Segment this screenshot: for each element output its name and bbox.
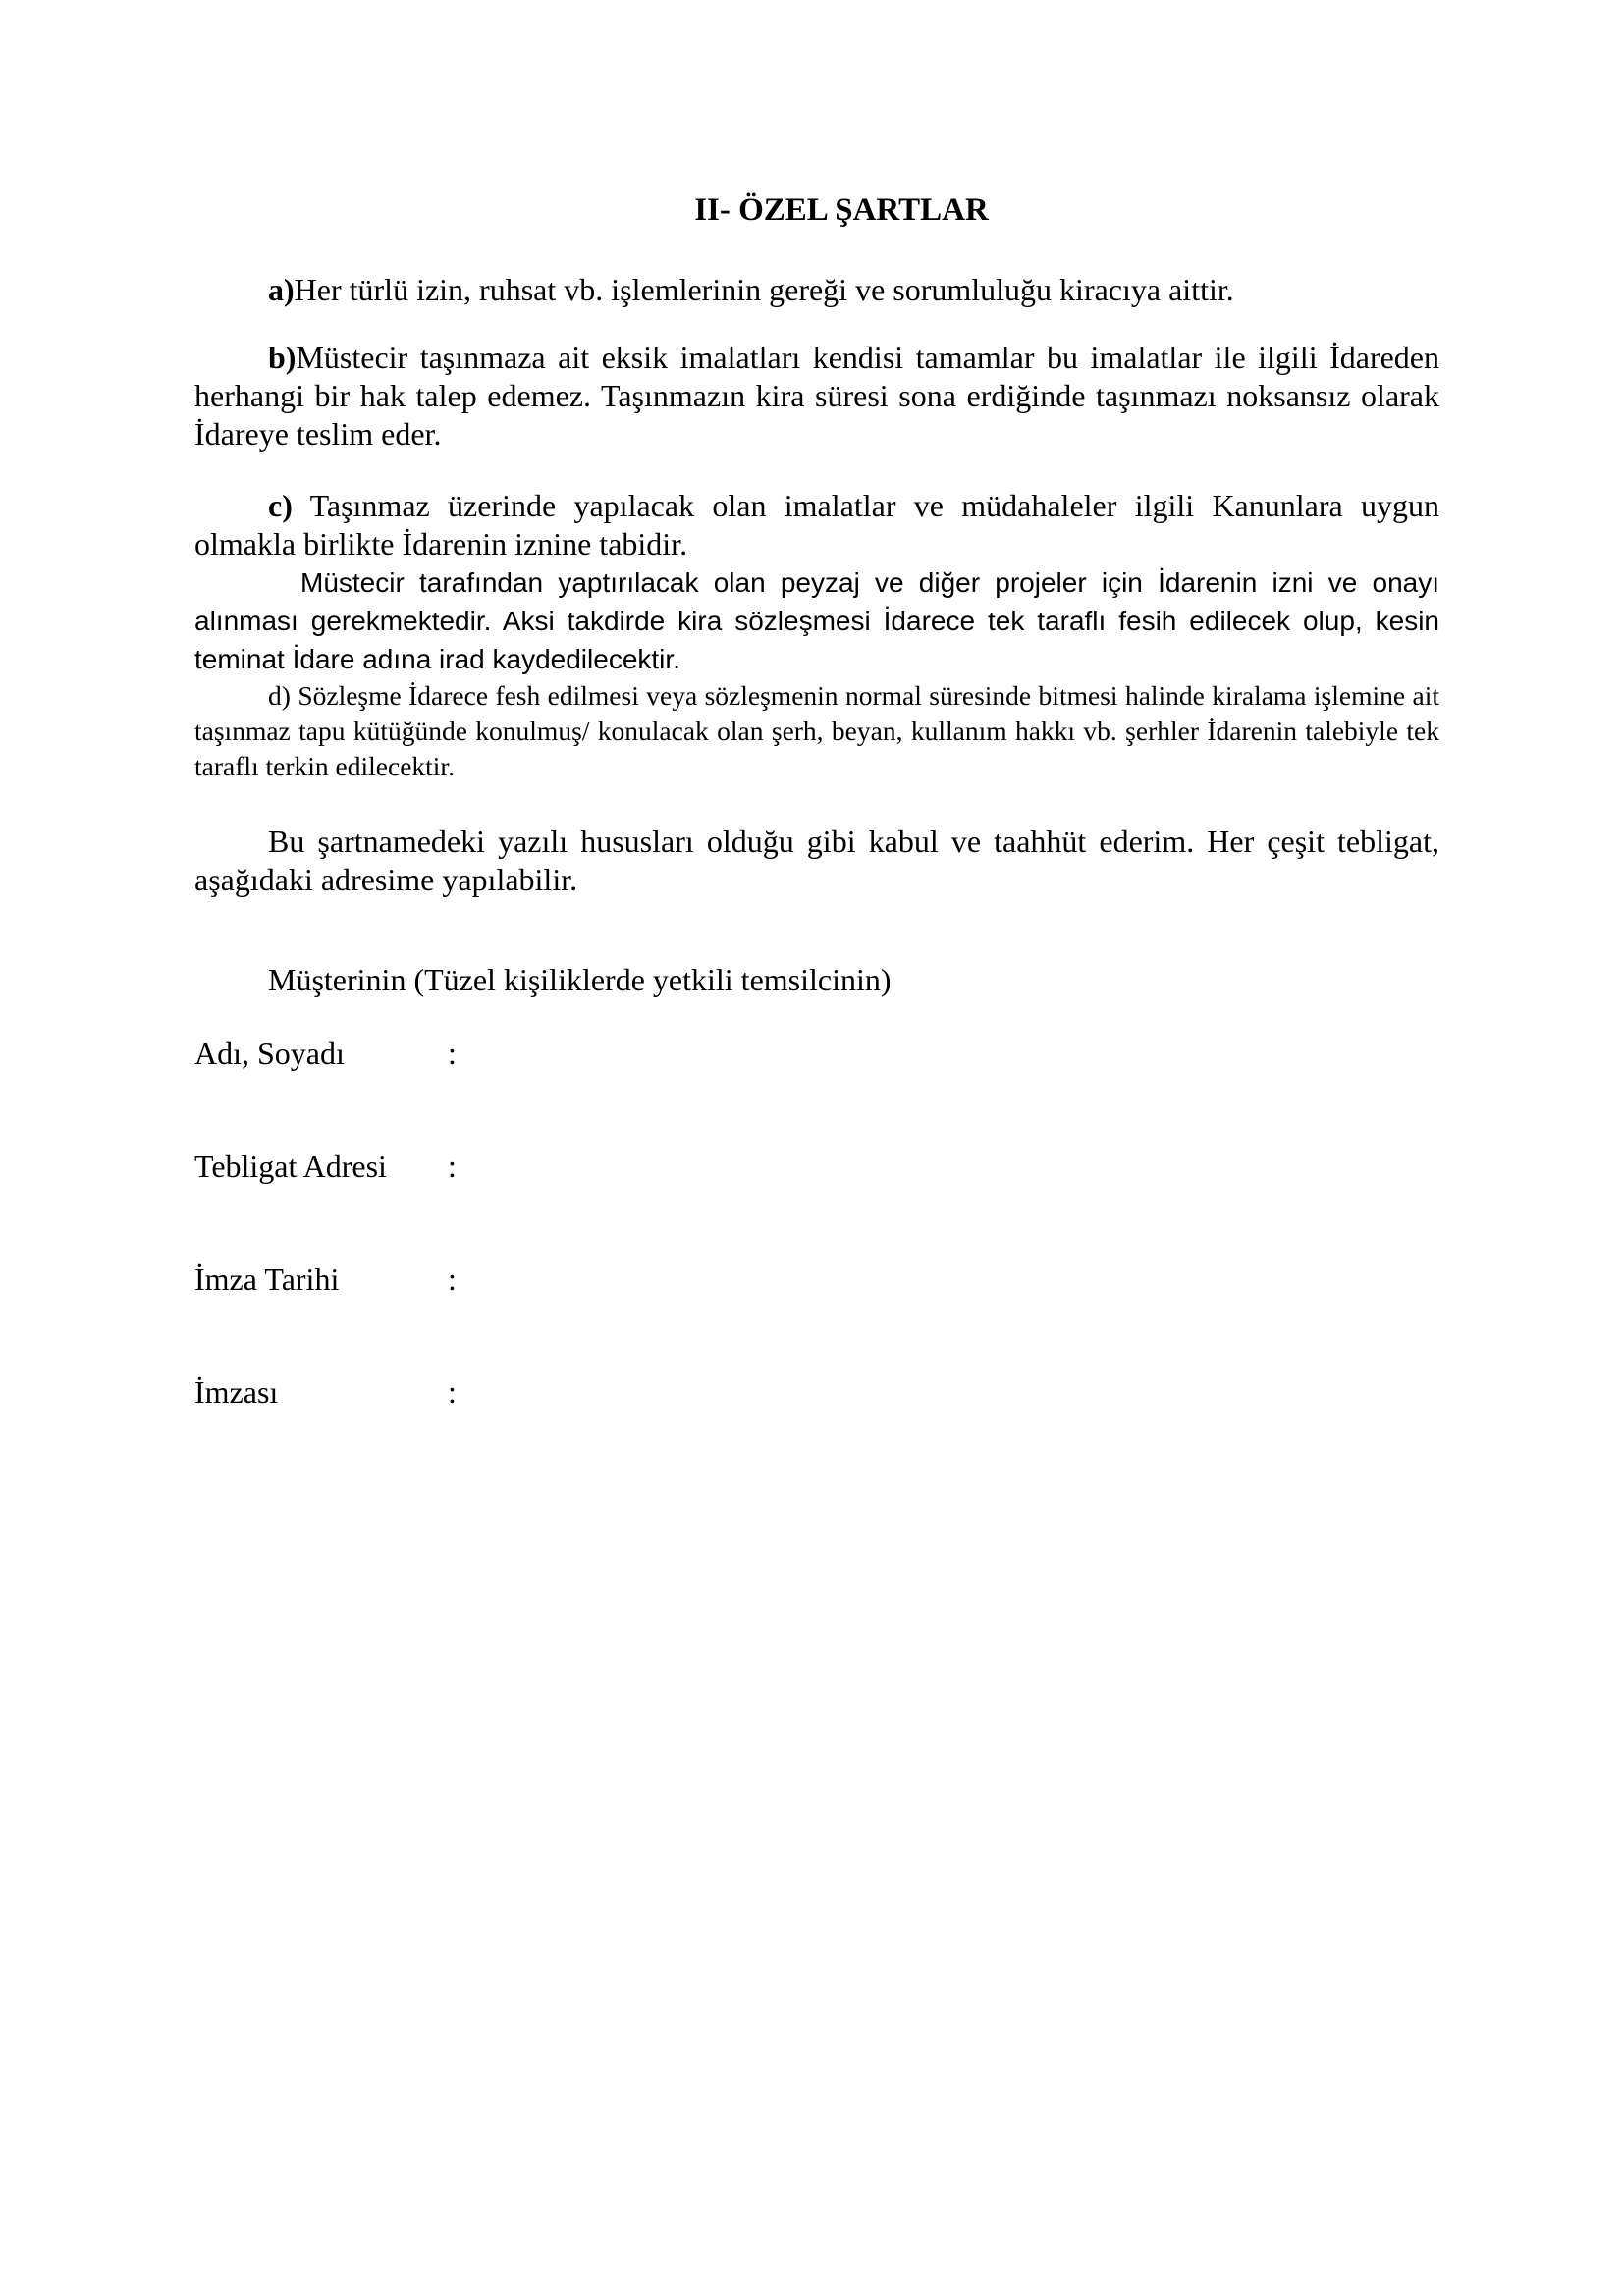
acceptance-text: Bu şartnamedeki yazılı hususları olduğu gibi kabul ve taahhüt ederim. Her çeşit tebligat, aşağıdaki adresime yapılabilir. bbox=[194, 824, 1439, 897]
clause-c-lead: c) bbox=[268, 488, 293, 523]
field-colon: : bbox=[448, 1374, 457, 1410]
clause-b-lead: b) bbox=[268, 340, 297, 375]
field-label: Tebligat Adresi bbox=[194, 1148, 387, 1184]
field-signature-date bbox=[194, 1261, 784, 1301]
field-colon: : bbox=[448, 1036, 457, 1071]
field-label: İmzası bbox=[194, 1374, 279, 1410]
clause-d-text: d) Sözleşme İdarece fesh edilmesi veya sözleşmenin normal süresinde bitmesi halinde kiralama işlemine ait taşınmaz tapu kütüğünde konulmuş/ konulacak olan şerh, beyan, kullanım hakkı vb. şerhler İdarenin talebiyle tek taraflı terkin edilecektir. bbox=[194, 680, 1439, 781]
signature-heading: Müşterinin (Tüzel kişiliklerde yetkili temsilcinin) bbox=[268, 962, 892, 997]
field-name-surname bbox=[194, 1036, 784, 1075]
clause-c-continuation bbox=[194, 563, 1439, 678]
clause-a-text: Her türlü izin, ruhsat vb. işlemlerinin gereği ve sorumluluğu kiracıya aittir. bbox=[294, 272, 1234, 307]
clause-b-text: Müstecir taşınmaza ait eksik imalatları kendisi tamamlar bu imalatlar ile ilgili İdareden herhangi bir hak talep edemez. Taşınmazın kira süresi sona erdiğinde taşınmazı noksansız olarak İdareye teslim eder. bbox=[194, 340, 1439, 452]
clause-a-lead: a) bbox=[268, 272, 295, 307]
acceptance-statement bbox=[194, 823, 1439, 899]
clause-c-text: Taşınmaz üzerinde yapılacak olan imalatlar ve müdahaleler ilgili Kanunlara uygun olmakla birlikte İdarenin iznine tabidir. bbox=[194, 488, 1439, 561]
field-colon: : bbox=[448, 1148, 457, 1184]
field-label: İmza Tarihi bbox=[194, 1261, 340, 1297]
field-notification-address bbox=[194, 1148, 784, 1188]
clause-b bbox=[194, 339, 1439, 454]
field-colon: : bbox=[448, 1261, 457, 1297]
field-signature bbox=[194, 1374, 784, 1414]
field-label: Adı, Soyadı bbox=[194, 1036, 345, 1071]
clause-c bbox=[194, 487, 1439, 563]
clause-d bbox=[194, 678, 1439, 784]
clause-c-continuation-text: Müstecir tarafından yaptırılacak olan peyzaj ve diğer projeler için İdarenin izni ve onayı alınması gerekmektedir. Aksi takdirde kira sözleşmesi İdarece tek taraflı fesih edilecek olup, kesin teminat İdare adına irad kaydedilecektir. bbox=[194, 567, 1439, 674]
section-title: II- ÖZEL ŞARTLAR bbox=[694, 192, 989, 228]
clause-a bbox=[194, 271, 1439, 309]
